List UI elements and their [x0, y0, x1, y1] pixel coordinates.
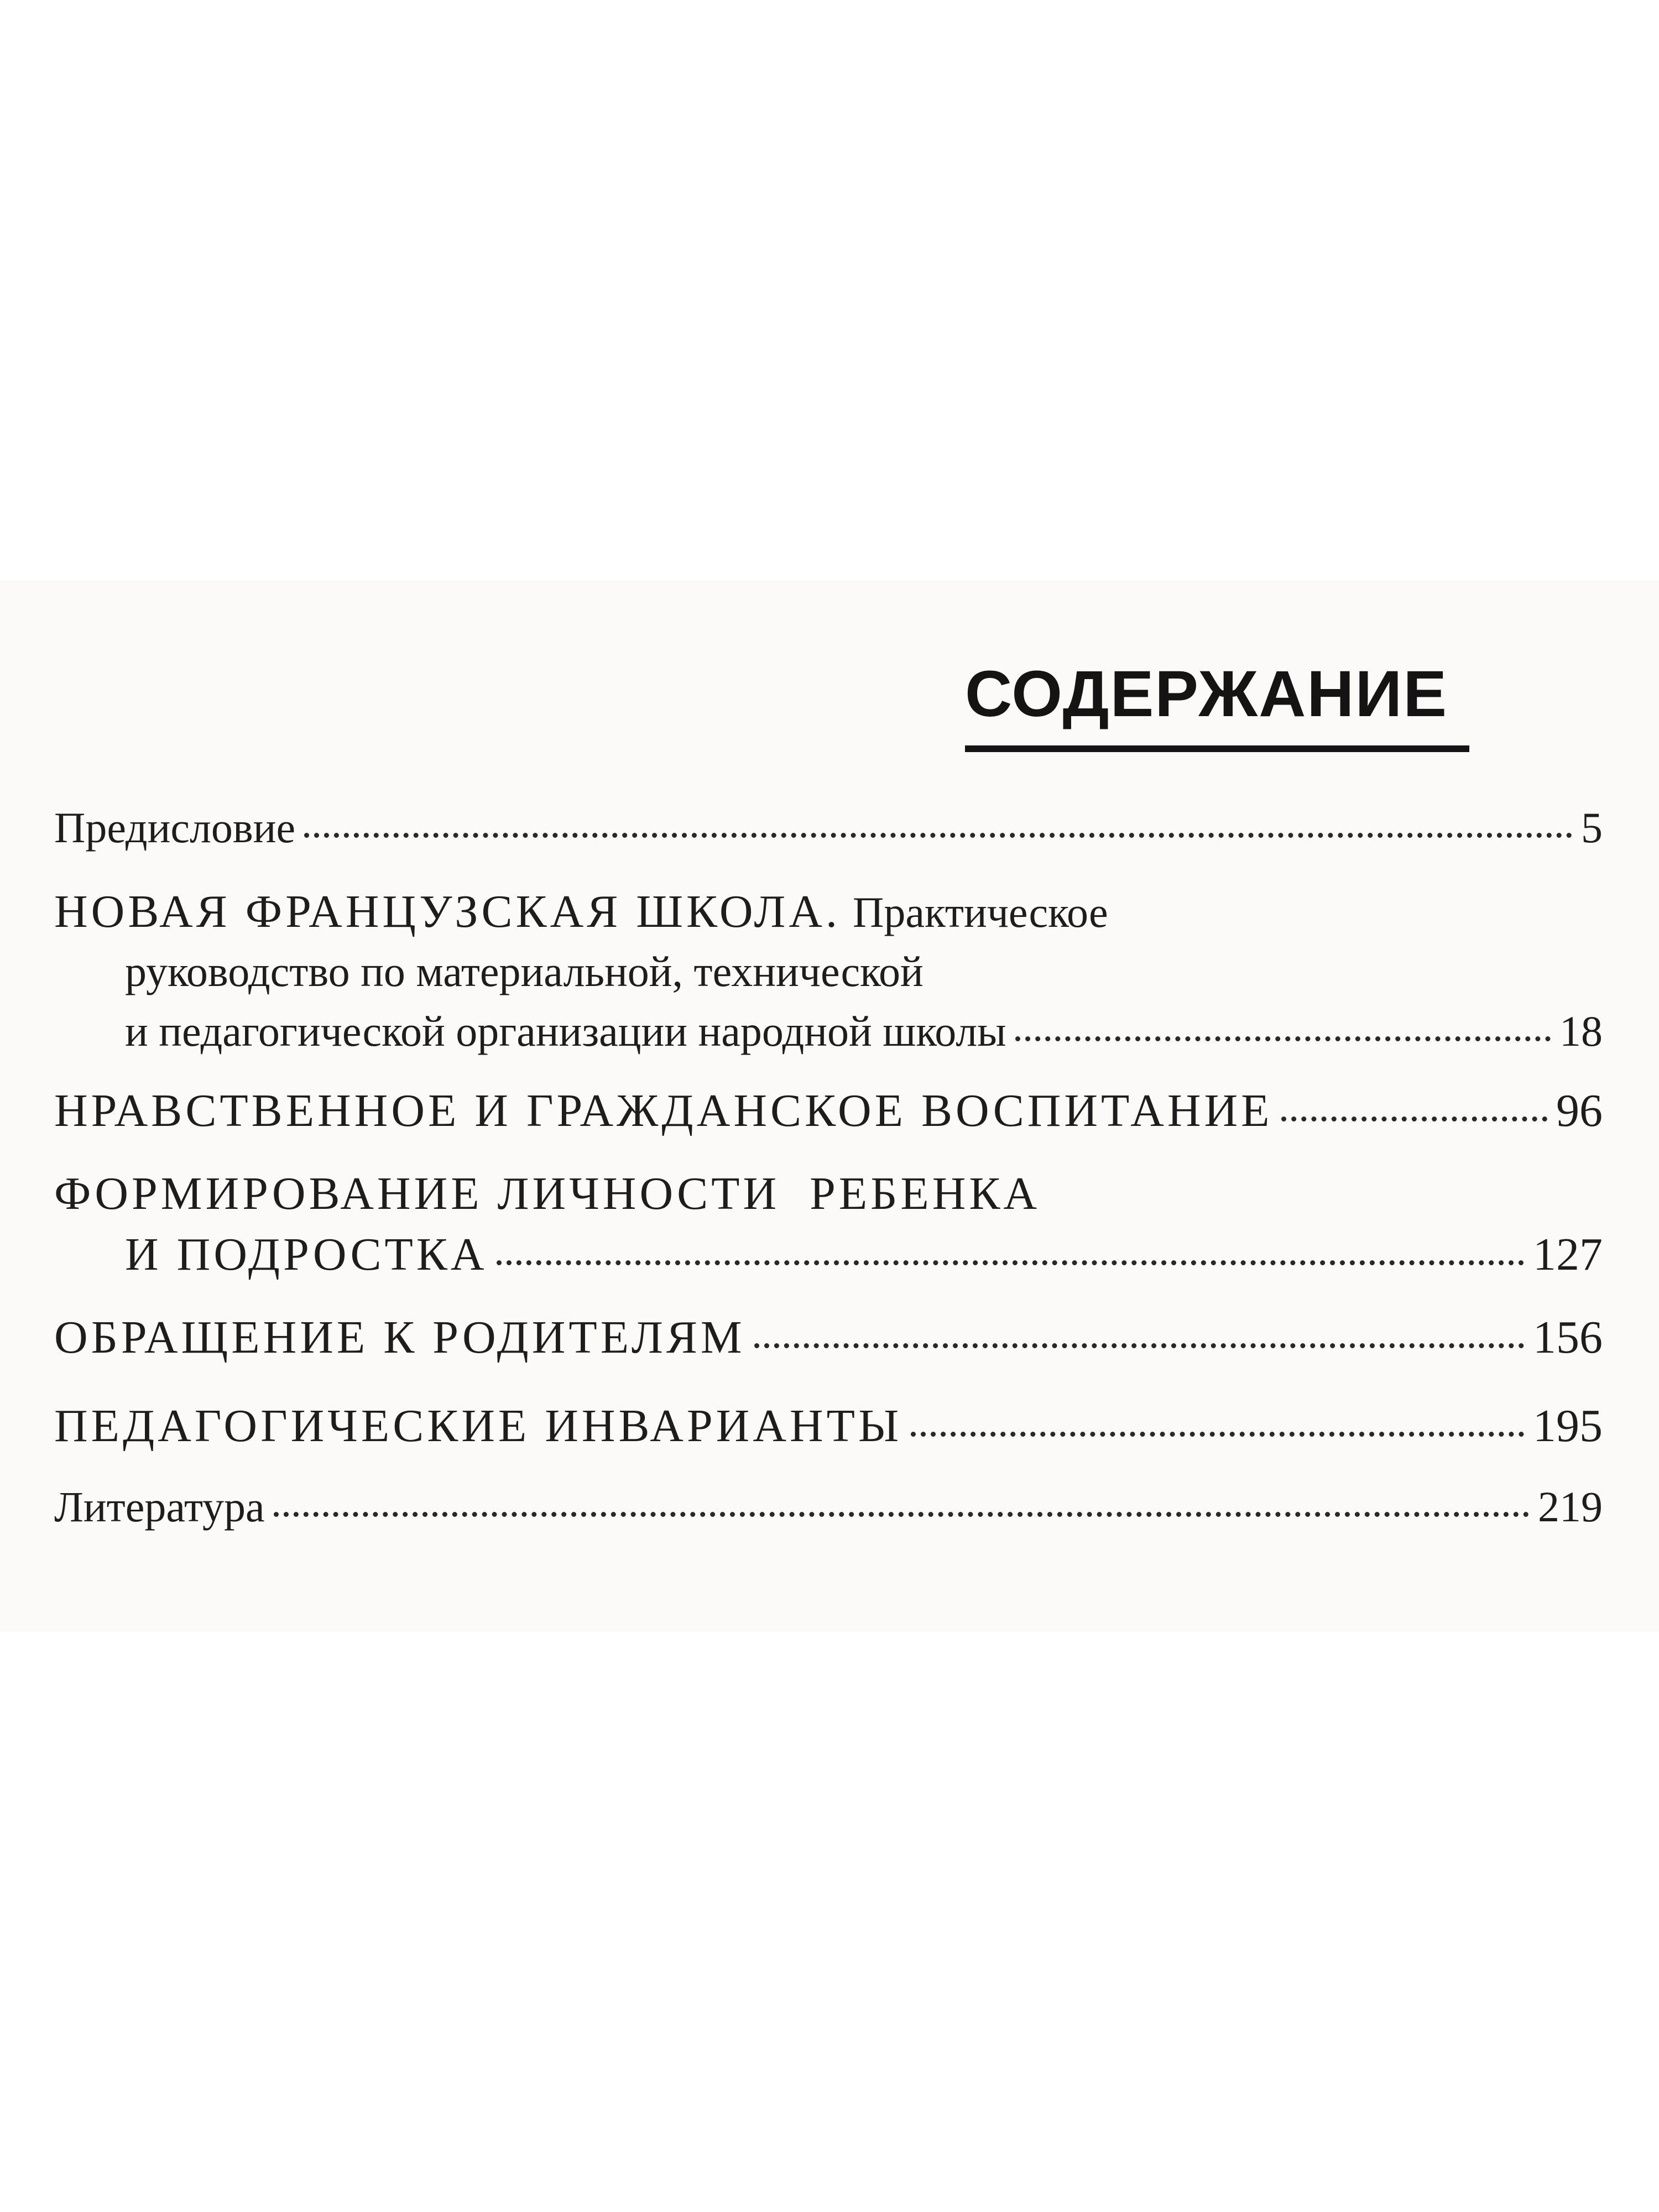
- toc-entry-title: ПЕДАГОГИЧЕСКИЕ ИНВАРИАНТЫ: [54, 1400, 902, 1452]
- toc-page-number: 18: [1559, 1007, 1603, 1055]
- toc-page-number: 127: [1533, 1229, 1603, 1280]
- toc-entry-title: ФОРМИРОВАНИЕ ЛИЧНОСТИ РЕБЕНКА: [54, 1168, 1041, 1219]
- toc-entry-title: НРАВСТВЕННОЕ И ГРАЖДАНСКОЕ ВОСПИТАНИЕ: [54, 1085, 1273, 1136]
- toc-entry-title: Литература: [54, 1483, 265, 1531]
- toc-entry-subtitle: руководство по материальной, технической: [125, 947, 924, 995]
- toc-entry-subtitle: и педагогической организации народной школы: [125, 1007, 1006, 1055]
- toc-entry-subtitle: Практическое: [853, 888, 1108, 936]
- dot-leader: [274, 1512, 1529, 1517]
- toc-page-number: 156: [1533, 1312, 1603, 1363]
- toc-entry-title: Предисловие: [54, 804, 296, 852]
- toc-entry-title: НОВАЯ ФРАНЦУЗСКАЯ ШКОЛА.: [54, 886, 841, 937]
- dot-leader: [911, 1432, 1524, 1437]
- dot-leader: [497, 1260, 1524, 1265]
- toc-page-number: 96: [1556, 1085, 1603, 1136]
- dot-leader: [754, 1343, 1524, 1348]
- toc-entry-title-continued: И ПОДРОСТКА: [125, 1229, 488, 1280]
- title-underline: [965, 745, 1469, 752]
- dot-leader: [1015, 1036, 1551, 1041]
- dot-leader: [1281, 1117, 1547, 1121]
- dot-leader: [304, 833, 1572, 838]
- toc-page-number: 195: [1533, 1400, 1603, 1452]
- toc-entry-title: ОБРАЩЕНИЕ К РОДИТЕЛЯМ: [54, 1312, 745, 1363]
- toc-page-number: 219: [1538, 1483, 1603, 1531]
- toc-page-number: 5: [1581, 804, 1603, 852]
- page-title: СОДЕРЖАНИЕ: [965, 658, 1448, 731]
